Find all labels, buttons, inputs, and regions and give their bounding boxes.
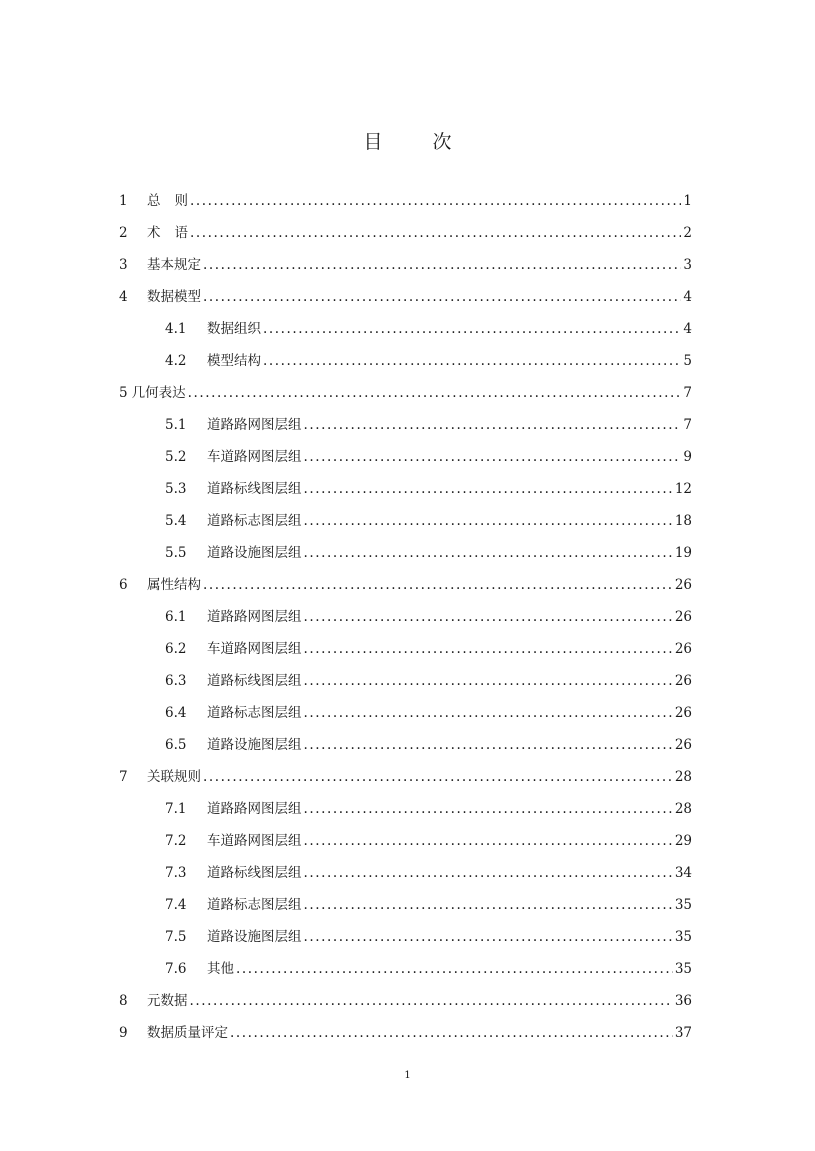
toc-entry-page: 2: [683, 225, 692, 241]
toc-entry-title: 关联规则: [147, 769, 201, 785]
toc-entry-page: 26: [674, 609, 692, 625]
toc-entry-page: 7: [683, 417, 692, 433]
toc-dot-leader: [304, 601, 673, 633]
toc-dot-leader: [304, 633, 673, 665]
toc-entry-title: 道路标志图层组: [207, 513, 302, 529]
toc-subentry[interactable]: [165, 409, 692, 441]
toc-entry[interactable]: [119, 377, 692, 409]
toc-entry-page: 4: [683, 321, 692, 337]
toc-entry-page: 7: [683, 385, 692, 401]
toc-entry-number: 6.1: [165, 609, 187, 625]
toc-entry-page: 37: [674, 1025, 692, 1041]
toc-dot-leader: [203, 569, 673, 601]
toc-entry-title: 道路路网图层组: [207, 801, 302, 817]
toc-entry-title: 基本规定: [147, 257, 201, 273]
toc-entry-number: 1: [119, 193, 128, 209]
toc-entry-number: 6.2: [165, 641, 187, 657]
toc-entry[interactable]: [119, 217, 692, 249]
toc-entry-number: 7.6: [165, 961, 187, 977]
toc-entry-page: 26: [674, 705, 692, 721]
toc-dot-leader: [190, 185, 681, 217]
toc-entry-title: 道路标线图层组: [207, 865, 302, 881]
toc-subentry[interactable]: [165, 793, 692, 825]
toc-subentry[interactable]: [165, 601, 692, 633]
toc-entry-title: 道路路网图层组: [207, 417, 302, 433]
toc-entry-number: 3: [119, 257, 128, 273]
toc-entry-page: 26: [674, 641, 692, 657]
toc-dot-leader: [304, 889, 673, 921]
toc-subentry[interactable]: [165, 537, 692, 569]
toc-dot-leader: [263, 313, 681, 345]
toc-entry-page: 35: [674, 929, 692, 945]
toc-entry-title: 道路设施图层组: [207, 929, 302, 945]
toc-dot-leader: [188, 377, 682, 409]
toc-entry-number: 5.2: [165, 449, 187, 465]
toc-dot-leader: [304, 409, 682, 441]
toc-subentry[interactable]: [165, 441, 692, 473]
toc-dot-leader: [304, 825, 673, 857]
toc-subentry[interactable]: [165, 473, 692, 505]
toc-dot-leader: [263, 345, 681, 377]
toc-dot-leader: [304, 921, 673, 953]
toc-entry-title: 元数据: [147, 993, 188, 1009]
toc-entry-title: 总则: [147, 193, 188, 209]
toc-entry-title: 道路设施图层组: [207, 737, 302, 753]
toc-dot-leader: [190, 985, 673, 1017]
toc-entry[interactable]: [119, 281, 692, 313]
toc-entry-number: 7.4: [165, 897, 187, 913]
toc-entry-title: 道路标志图层组: [207, 705, 302, 721]
toc-entry-title: 道路标志图层组: [207, 897, 302, 913]
toc-entry-title: 模型结构: [207, 353, 261, 369]
toc-entry-number: 2: [119, 225, 128, 241]
toc-entry-title: 道路标线图层组: [207, 673, 302, 689]
toc-subentry[interactable]: [165, 697, 692, 729]
toc-subentry[interactable]: [165, 889, 692, 921]
toc-entry-page: 5: [683, 353, 692, 369]
toc-entry-title: 道路标线图层组: [207, 481, 302, 497]
toc-subentry[interactable]: [165, 505, 692, 537]
toc-dot-leader: [203, 761, 673, 793]
page-number: 1: [404, 1070, 411, 1081]
toc-entry-title: 道路设施图层组: [207, 545, 302, 561]
toc-dot-leader: [304, 857, 673, 889]
toc-subentry[interactable]: [165, 345, 692, 377]
table-of-contents: [0, 185, 815, 1049]
toc-entry-page: 3: [683, 257, 692, 273]
toc-entry-title: 数据组织: [207, 321, 261, 337]
toc-entry-page: 1: [683, 193, 692, 209]
toc-dot-leader: [304, 537, 673, 569]
toc-subentry[interactable]: [165, 313, 692, 345]
toc-entry-number: 5.3: [165, 481, 187, 497]
toc-dot-leader: [230, 1017, 673, 1049]
toc-dot-leader: [203, 281, 681, 313]
toc-entry-title: 道路路网图层组: [207, 609, 302, 625]
toc-entry[interactable]: [119, 985, 692, 1017]
toc-entry[interactable]: [119, 249, 692, 281]
toc-entry[interactable]: [119, 1017, 692, 1049]
toc-dot-leader: [304, 793, 673, 825]
toc-entry-number: 6: [119, 577, 128, 593]
toc-entry-page: 12: [674, 481, 692, 497]
toc-entry-number: 4.1: [165, 321, 187, 337]
toc-entry[interactable]: [119, 569, 692, 601]
toc-dot-leader: [190, 217, 681, 249]
toc-dot-leader: [236, 953, 673, 985]
toc-entry-title: 几何表达: [131, 385, 186, 401]
page-title: 目 次: [363, 131, 474, 153]
toc-entry-number: 9: [119, 1025, 128, 1041]
toc-entry-number: 6.3: [165, 673, 187, 689]
toc-entry-page: 28: [674, 769, 692, 785]
toc-entry-number: 7: [119, 769, 128, 785]
toc-entry-title: 车道路网图层组: [207, 833, 302, 849]
toc-entry-number: 8: [119, 993, 128, 1009]
toc-subentry[interactable]: [165, 857, 692, 889]
toc-entry-number: 5.5: [165, 545, 187, 561]
toc-dot-leader: [304, 473, 673, 505]
toc-entry-title: 数据模型: [147, 289, 201, 305]
toc-entry-page: 29: [674, 833, 692, 849]
toc-subentry[interactable]: [165, 665, 692, 697]
toc-entry-number: 6.4: [165, 705, 187, 721]
toc-entry[interactable]: [119, 185, 692, 217]
toc-entry-page: 26: [674, 737, 692, 753]
toc-entry-title: 术语: [147, 225, 188, 241]
toc-entry-number: 6.5: [165, 737, 187, 753]
toc-dot-leader: [304, 505, 673, 537]
toc-dot-leader: [304, 729, 673, 761]
toc-entry-title: 属性结构: [147, 577, 201, 593]
toc-entry[interactable]: [119, 761, 692, 793]
toc-entry-page: 18: [674, 513, 692, 529]
toc-subentry[interactable]: [165, 729, 692, 761]
toc-dot-leader: [304, 441, 682, 473]
toc-entry-number: 5: [119, 385, 128, 401]
toc-entry-number: 5.1: [165, 417, 187, 433]
toc-entry-page: 19: [674, 545, 692, 561]
toc-entry-page: 34: [674, 865, 692, 881]
toc-entry-page: 9: [683, 449, 692, 465]
toc-entry-number: 4.2: [165, 353, 187, 369]
toc-dot-leader: [304, 665, 673, 697]
toc-subentry[interactable]: [165, 953, 692, 985]
toc-entry-title: 数据质量评定: [147, 1025, 228, 1041]
toc-entry-number: 5.4: [165, 513, 187, 529]
toc-entry-title: 车道路网图层组: [207, 449, 302, 465]
toc-entry-number: 7.2: [165, 833, 187, 849]
toc-entry-page: 26: [674, 673, 692, 689]
toc-entry-page: 28: [674, 801, 692, 817]
toc-subentry[interactable]: [165, 825, 692, 857]
toc-entry-page: 35: [674, 961, 692, 977]
toc-entry-page: 36: [674, 993, 692, 1009]
toc-entry-page: 4: [683, 289, 692, 305]
toc-subentry[interactable]: [165, 633, 692, 665]
toc-entry-number: 7.5: [165, 929, 187, 945]
toc-entry-number: 7.3: [165, 865, 187, 881]
toc-entry-page: 26: [674, 577, 692, 593]
toc-entry-title: 其他: [207, 961, 234, 977]
toc-entry-number: 7.1: [165, 801, 187, 817]
toc-entry-number: 4: [119, 289, 128, 305]
toc-dot-leader: [203, 249, 681, 281]
toc-entry-title: 车道路网图层组: [207, 641, 302, 657]
toc-subentry[interactable]: [165, 921, 692, 953]
toc-entry-page: 35: [674, 897, 692, 913]
toc-dot-leader: [304, 697, 673, 729]
